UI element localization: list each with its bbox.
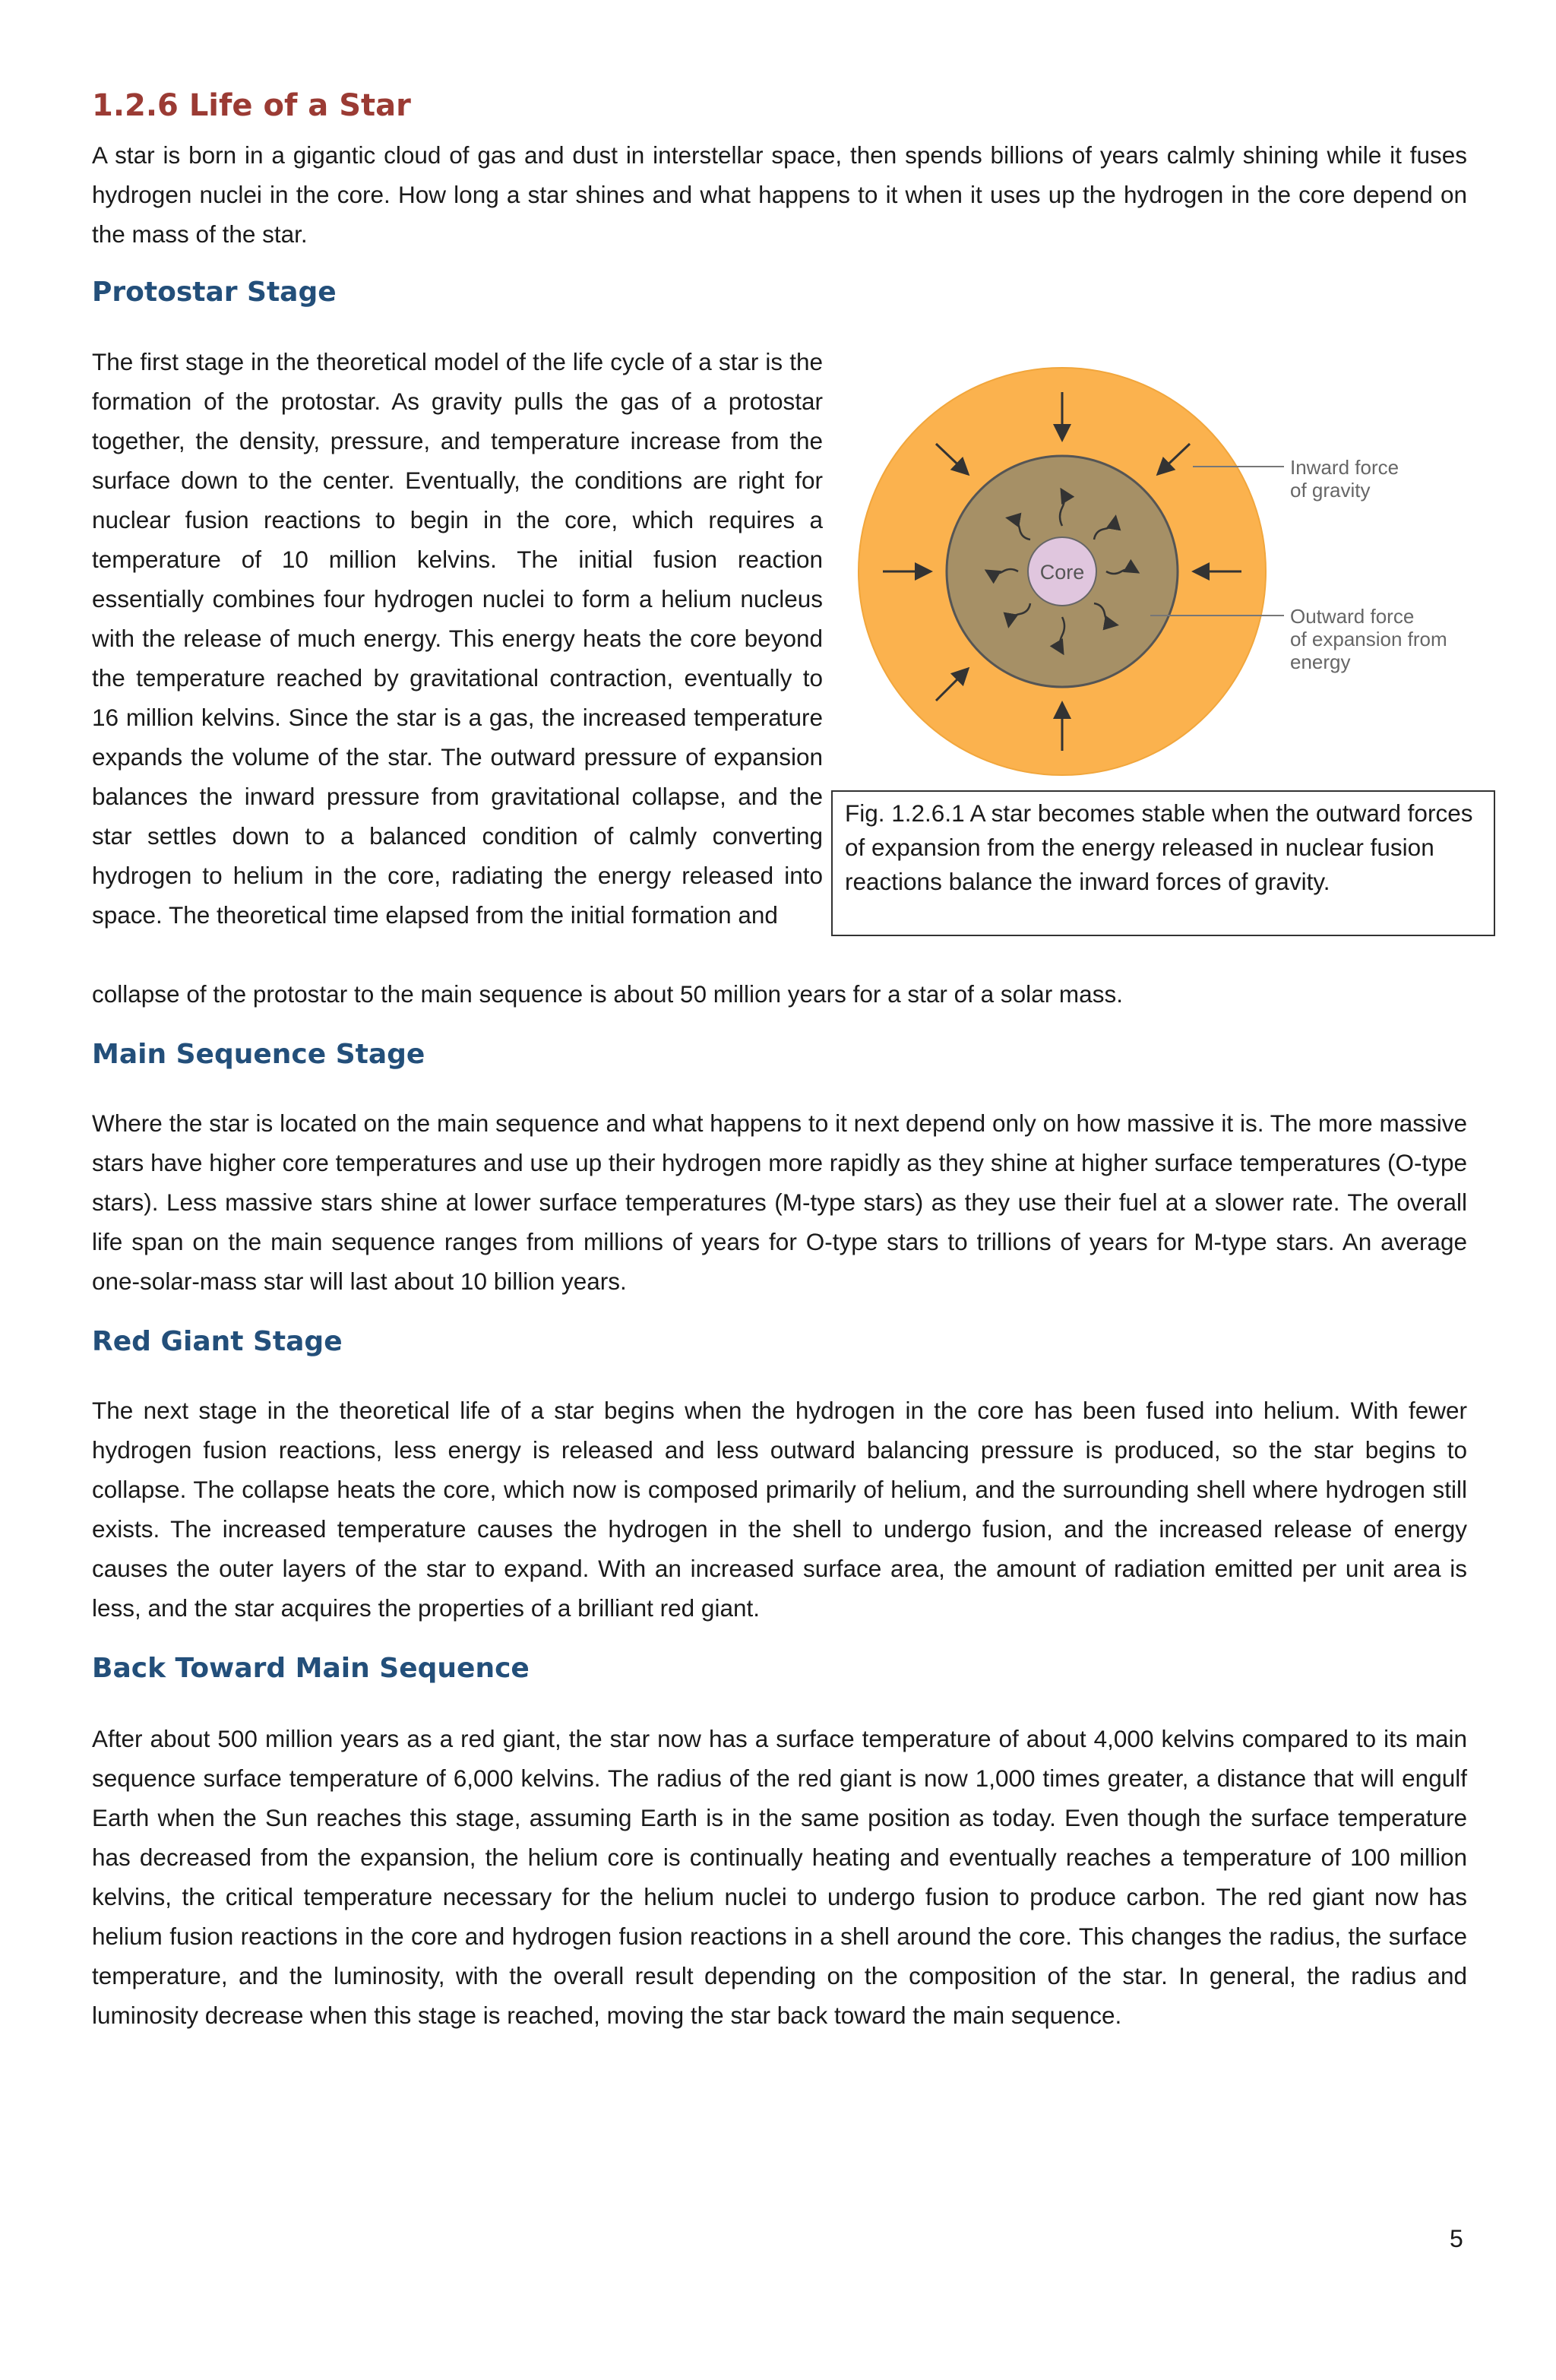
- protostar-paragraph: The first stage in the theoretical model of the life cycle of a star is the formation of the protostar. As gravity pulls the gas of a protostar together, the density, pressure, and temperature increase from the surface down to the center. Eventually, the conditions are right for nuclear fusion reactions to begin in the core, which requires a temperature of 10 million kelvins. The initial fusion reaction essentially combines four hydrogen nuclei to form a helium nucleus with the release of much energy. This energy heats the core beyond the temperature reached by gravitational contraction, eventually to 16 million kelvins. Since the star is a gas, the increased temperature expands the volume of the star. The outward pressure of expansion balances the inward pressure from gravitational collapse, and the star settles down to a balanced condition of calmly converting hydrogen to helium in the core, radiating the energy released into space. The theoretical time elapsed from the initial formation and: [92, 348, 823, 929]
- label-gravity-2: of gravity: [1290, 479, 1371, 502]
- intro-paragraph: A star is born in a gigantic cloud of gas and dust in interstellar space, then spends billions of years calmly shining while it fuses hydrogen nuclei in the core. How long a star shines and what happens to it when it uses up the hydrogen in the core depend on the mass of the star.: [92, 141, 1467, 248]
- core-label: Core: [1039, 561, 1085, 584]
- star-forces-diagram: [836, 357, 1489, 798]
- main-sequence-paragraph: Where the star is located on the main sequence and what happens to it next depend only on how massive it is. The more massive stars have higher core temperatures and use up their hydrogen more rapidly as they shine at higher surface temperatures (O-type stars). Less massive stars shine at lower surface temperatures (M-type stars) as they use their fuel at a slower rate. The overall life span on the main sequence ranges from millions of years for O-type stars to trillions of years for M-type stars. An average one-solar-mass star will last about 10 billion years.: [92, 1109, 1467, 1295]
- label-expansion-1: Outward force: [1290, 605, 1415, 628]
- page-number: 5: [1450, 2225, 1463, 2252]
- label-expansion-2: of expansion from: [1290, 628, 1447, 650]
- protostar-heading: Protostar Stage: [92, 277, 337, 308]
- section-heading: 1.2.6 Life of a Star: [92, 88, 411, 123]
- red-giant-heading: Red Giant Stage: [92, 1326, 343, 1357]
- label-gravity-1: Inward force: [1290, 456, 1399, 479]
- back-toward-heading: Back Toward Main Sequence: [92, 1653, 530, 1684]
- main-sequence-heading: Main Sequence Stage: [92, 1039, 425, 1070]
- figure-caption: Fig. 1.2.6.1 A star becomes stable when the outward forces of expansion from the energy released in nuclear fusion reactions balance the inward forces of gravity.: [831, 790, 1495, 936]
- back-toward-paragraph: After about 500 million years as a red giant, the star now has a surface temperature of about 4,000 kelvins compared to its main sequence surface temperature of 6,000 kelvins. The radius of the red giant is now 1,000 times greater, a distance that will engulf Earth when the Sun reaches this stage, assuming Earth is in the same position as today. Even though the surface temperature has decreased from the expansion, the helium core is continually heating and eventually reaches a temperature of 100 million kelvins, the critical temperature necessary for the helium nuclei to undergo fusion to produce carbon. The red giant now has helium fusion reactions in the core and hydrogen fusion reactions in a shell around the core. This changes the radius, the surface temperature, and the luminosity, with the overall result depending on the composition of the star. In general, the radius and luminosity decrease when this stage is reached, moving the star back toward the main sequence.: [92, 1725, 1467, 2029]
- protostar-paragraph-continued: collapse of the protostar to the main sequence is about 50 million years for a star of a solar mass.: [92, 980, 1123, 1008]
- label-expansion-3: energy: [1290, 650, 1351, 673]
- red-giant-paragraph: The next stage in the theoretical life of a star begins when the hydrogen in the core has been fused into helium. With fewer hydrogen fusion reactions, less energy is released and less outward balancing pressure is produced, so the star begins to collapse. The collapse heats the core, which now is composed primarily of helium, and the surrounding shell where hydrogen still exists. The increased temperature causes the hydrogen in the shell to undergo fusion, and the increased release of energy causes the outer layers of the star to expand. With an increased surface area, the amount of radiation emitted per unit area is less, and the star acquires the properties of a brilliant red giant.: [92, 1397, 1467, 1622]
